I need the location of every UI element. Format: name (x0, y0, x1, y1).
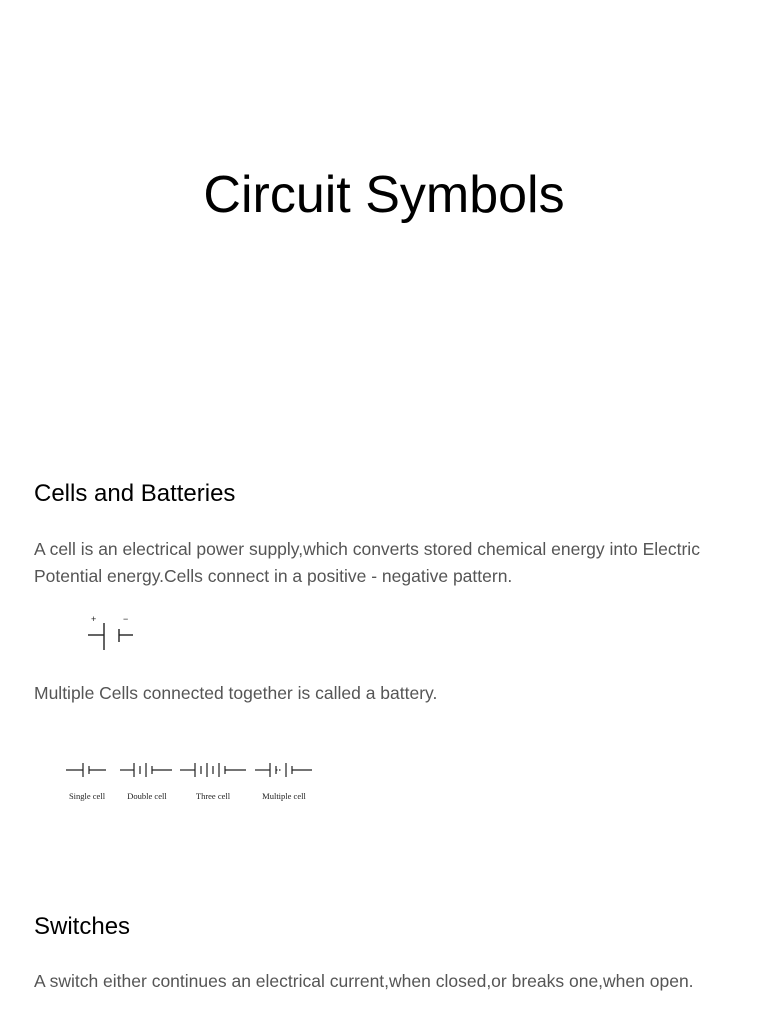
battery-symbols-figure (62, 757, 322, 805)
section-heading-cells-and-batteries: Cells and Batteries (34, 480, 236, 507)
page-title: Circuit Symbols (203, 166, 565, 224)
battery-description-paragraph: Multiple Cells connected together is called a battery. (34, 683, 438, 703)
positive-sign: + (91, 614, 97, 624)
three-cell-label: Three cell (195, 791, 231, 801)
single-cell-symbol-figure (84, 612, 144, 654)
three-cell-symbol (180, 763, 246, 777)
single-cell-label: Single cell (68, 791, 106, 801)
double-cell-label: Double cell (127, 791, 167, 801)
multiple-cell-symbol (255, 763, 312, 777)
multiple-cell-label: Multiple cell (262, 791, 306, 801)
section-heading-switches: Switches (34, 913, 131, 940)
double-cell-symbol (120, 763, 172, 777)
cells-description-paragraph: A cell is an electrical power supply,which converts stored chemical energy into Electric Potential energy.Cells connect in a positive - negative pattern. (34, 539, 700, 586)
switches-description-paragraph: A switch either continues an electrical current,when closed,or breaks one,when open. (34, 971, 694, 991)
single-cell-symbol (66, 763, 106, 777)
negative-sign: − (123, 614, 129, 624)
